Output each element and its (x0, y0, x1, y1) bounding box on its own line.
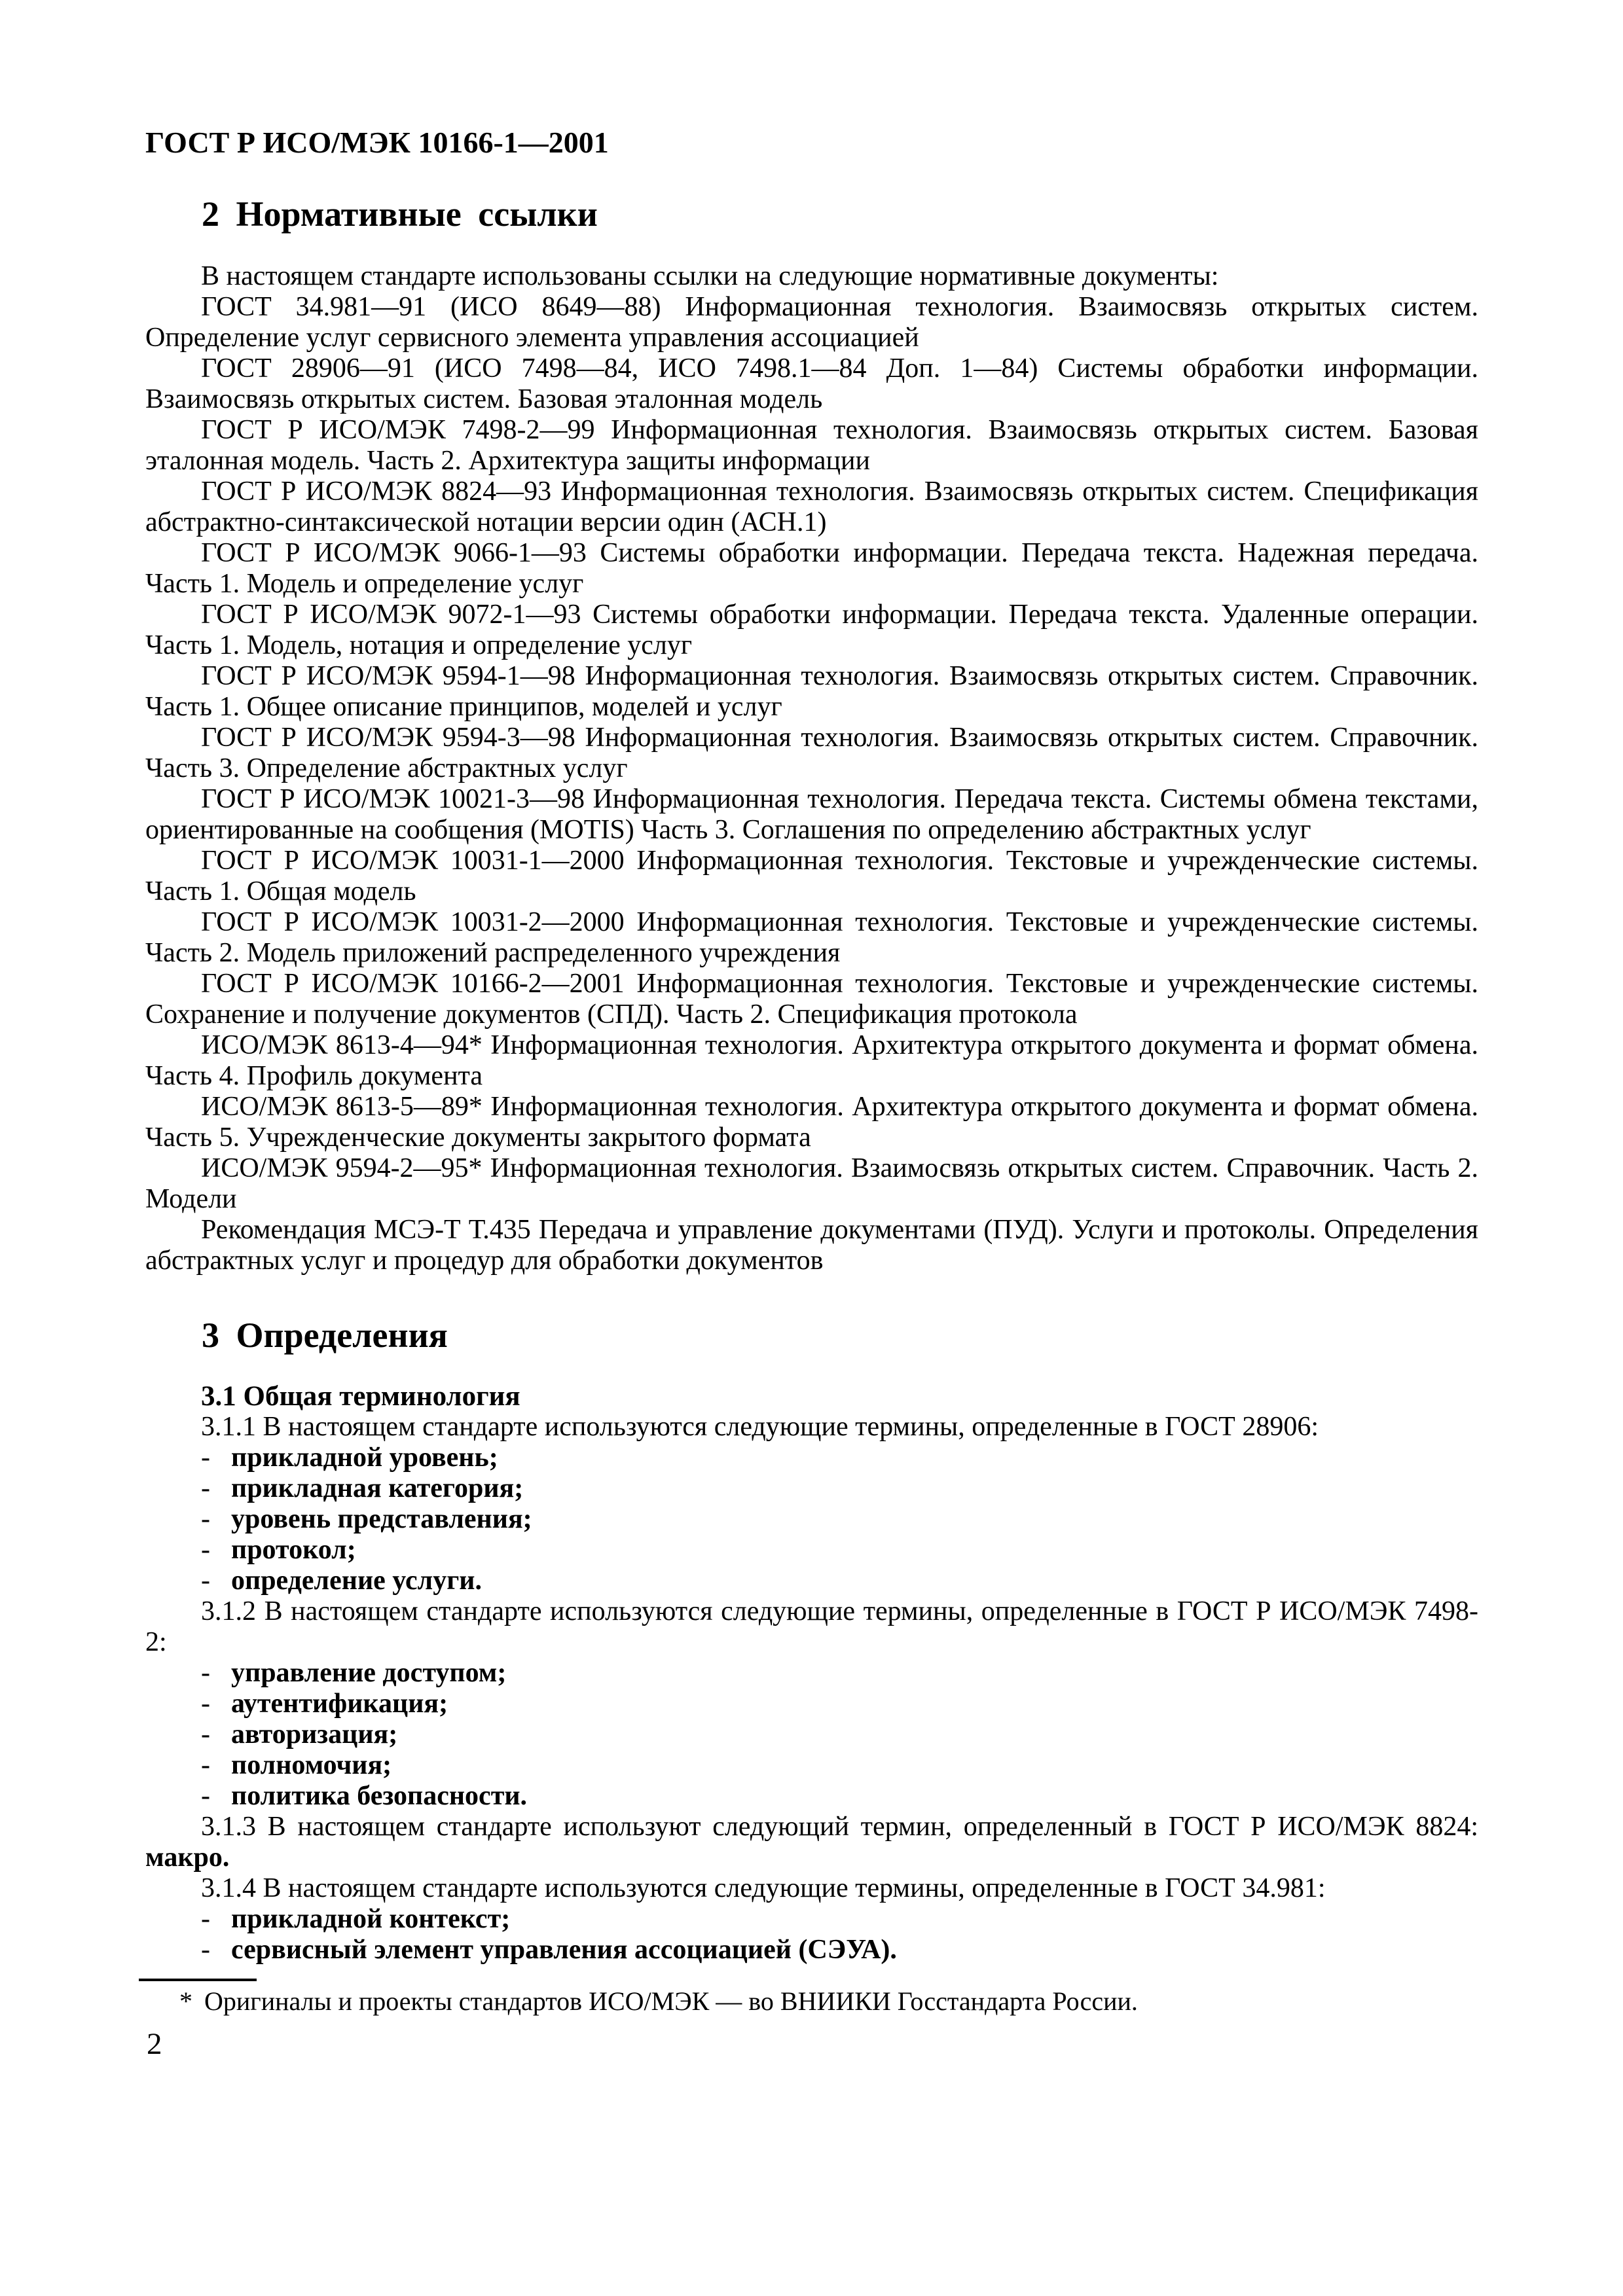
footnote-text (139, 1986, 1481, 2017)
page-content (145, 126, 1478, 1965)
term-bold-text: уровень представления; (231, 1504, 532, 1534)
clause-3-1-4-paragraph: 3.1.4 В настоящем стандарте используются следующие термины, определенные в ГОСТ 34.981: (201, 1873, 1326, 1903)
term-bold-text: управление доступом; (231, 1658, 507, 1688)
clause-3-1-1-paragraph: 3.1.1 В настоящем стандарте используются следующие термины, определенные в ГОСТ 28906: (201, 1412, 1319, 1442)
clause-3-1-3-paragraph (145, 1812, 1478, 1873)
reference-item: ГОСТ 28906—91 (ИСО 7498—84, ИСО 7498.1—84 Доп. 1—84) Системы обработки информации. Взаимосвязь открытых систем. Базовая эталонная модель (145, 353, 1478, 414)
footnote-marker: * (179, 1986, 192, 2016)
reference-item: ГОСТ Р ИСО/МЭК 10166-2—2001 Информационная технология. Текстовые и учрежденческие системы. Сохранение и получение документов (СПД). Часть 2. Спецификация протокола (145, 969, 1478, 1030)
term-item (145, 1566, 1478, 1596)
terms-list-3-1-4 (145, 1904, 1478, 1965)
list-dash: - (201, 1566, 210, 1596)
list-dash: - (201, 1904, 210, 1934)
section-2-intro-paragraph: В настоящем стандарте использованы ссылки на следующие нормативные документы: (201, 261, 1219, 291)
reference-item: ГОСТ Р ИСО/МЭК 9066-1—93 Системы обработки информации. Передача текста. Надежная передача. Часть 1. Модель и определение услуг (145, 538, 1478, 599)
subsection-3-1-heading: 3.1 Общая терминология (201, 1381, 520, 1412)
term-item (145, 1658, 1478, 1689)
reference-item: ГОСТ Р ИСО/МЭК 9594-1—98 Информационная технология. Взаимосвязь открытых систем. Справочник. Часть 1. Общее описание принципов, моделей и услуг (145, 661, 1478, 722)
list-dash: - (201, 1473, 210, 1503)
term-item (145, 1750, 1478, 1781)
list-dash: - (201, 1719, 210, 1749)
footnote-block (139, 1979, 1481, 2017)
clause-3-1-2-paragraph: 3.1.2 В настоящем стандарте используются следующие термины, определенные в ГОСТ Р ИСО/МЭК 7498-2: (145, 1596, 1478, 1657)
term-bold-text: прикладная категория; (231, 1473, 524, 1503)
term-bold-text: прикладной уровень; (231, 1443, 498, 1473)
term-item (145, 1504, 1478, 1535)
term-bold-text: сервисный элемент управления ассоциацией (СЭУА). (231, 1935, 897, 1965)
term-bold-text: прикладной контекст; (231, 1904, 511, 1934)
term-item (145, 1689, 1478, 1719)
term-item (145, 1473, 1478, 1504)
clause-3-1-3-text: 3.1.3 В настоящем стандарте используют следующий термин, определенный в ГОСТ Р ИСО/МЭК 8824: (201, 1812, 1478, 1842)
section-3-heading: 3 Определения (202, 1316, 448, 1355)
list-dash: - (201, 1504, 210, 1534)
list-dash: - (201, 1658, 210, 1688)
reference-item: ГОСТ Р ИСО/МЭК 10031-2—2000 Информационная технология. Текстовые и учрежденческие системы. Часть 2. Модель приложений распределенного учреждения (145, 907, 1478, 968)
list-dash: - (201, 1443, 210, 1473)
list-dash: - (201, 1781, 210, 1811)
reference-item: ГОСТ Р ИСО/МЭК 10031-1—2000 Информационная технология. Текстовые и учрежденческие системы. Часть 1. Общая модель (145, 846, 1478, 906)
list-dash: - (201, 1535, 210, 1565)
section-2-heading: 2 Нормативные ссылки (202, 194, 598, 234)
normative-references-list (145, 292, 1478, 1276)
term-item (145, 1535, 1478, 1566)
terms-list-3-1-2 (145, 1658, 1478, 1812)
term-item (145, 1443, 1478, 1473)
term-bold-text: полномочия; (231, 1750, 392, 1780)
reference-item: ИСО/МЭК 8613-5—89* Информационная технология. Архитектура открытого документа и формат обмена. Часть 5. Учрежденческие документы закрытого формата (145, 1092, 1478, 1153)
page-number: 2 (147, 2027, 162, 2061)
term-bold-text: политика безопасности. (231, 1781, 528, 1811)
list-dash: - (201, 1689, 210, 1719)
term-bold-text: авторизация; (231, 1719, 398, 1749)
term-item (145, 1904, 1478, 1935)
reference-item: ГОСТ Р ИСО/МЭК 10021-3—98 Информационная технология. Передача текста. Системы обмена текстами, ориентированные на сообщения (MOTIS) Часть 3. Соглашения по определению абстрактных услуг (145, 784, 1478, 845)
reference-item: ГОСТ Р ИСО/МЭК 7498-2—99 Информационная технология. Взаимосвязь открытых систем. Базовая эталонная модель. Часть 2. Архитектура защиты информации (145, 415, 1478, 476)
document-designation-header: ГОСТ Р ИСО/МЭК 10166-1—2001 (145, 126, 609, 159)
term-bold-text: протокол; (231, 1535, 356, 1565)
reference-item: ИСО/МЭК 8613-4—94* Информационная технология. Архитектура открытого документа и формат обмена. Часть 4. Профиль документа (145, 1030, 1478, 1091)
clause-3-1-3-bold-term: макро. (145, 1842, 230, 1873)
term-item (145, 1781, 1478, 1812)
list-dash: - (201, 1935, 210, 1965)
reference-item: Рекомендация МСЭ-Т Т.435 Передача и управление документами (ПУД). Услуги и протоколы. Определения абстрактных услуг и процедур для обработки документов (145, 1215, 1478, 1276)
term-item (145, 1719, 1478, 1750)
reference-item: ГОСТ 34.981—91 (ИСО 8649—88) Информационная технология. Взаимосвязь открытых систем. Определение услуг сервисного элемента управления ассоциацией (145, 292, 1478, 353)
footnote-body: Оригиналы и проекты стандартов ИСО/МЭК — во ВНИИКИ Госстандарта России. (204, 1986, 1138, 2016)
term-bold-text: определение услуги. (231, 1566, 482, 1596)
reference-item: ГОСТ Р ИСО/МЭК 8824—93 Информационная технология. Взаимосвязь открытых систем. Спецификация абстрактно-синтаксической нотации версии один (АСН.1) (145, 476, 1478, 537)
term-bold-text: аутентификация; (231, 1689, 448, 1719)
terms-list-3-1-1 (145, 1443, 1478, 1596)
list-dash: - (201, 1750, 210, 1780)
reference-item: ГОСТ Р ИСО/МЭК 9594-3—98 Информационная технология. Взаимосвязь открытых систем. Справочник. Часть 3. Определение абстрактных услуг (145, 723, 1478, 783)
reference-item: ГОСТ Р ИСО/МЭК 9072-1—93 Системы обработки информации. Передача текста. Удаленные операции. Часть 1. Модель, нотация и определение услуг (145, 600, 1478, 660)
reference-item: ИСО/МЭК 9594-2—95* Информационная технология. Взаимосвязь открытых систем. Справочник. Часть 2. Модели (145, 1153, 1478, 1214)
term-item (145, 1935, 1478, 1965)
footnote-separator-rule (139, 1979, 257, 1981)
